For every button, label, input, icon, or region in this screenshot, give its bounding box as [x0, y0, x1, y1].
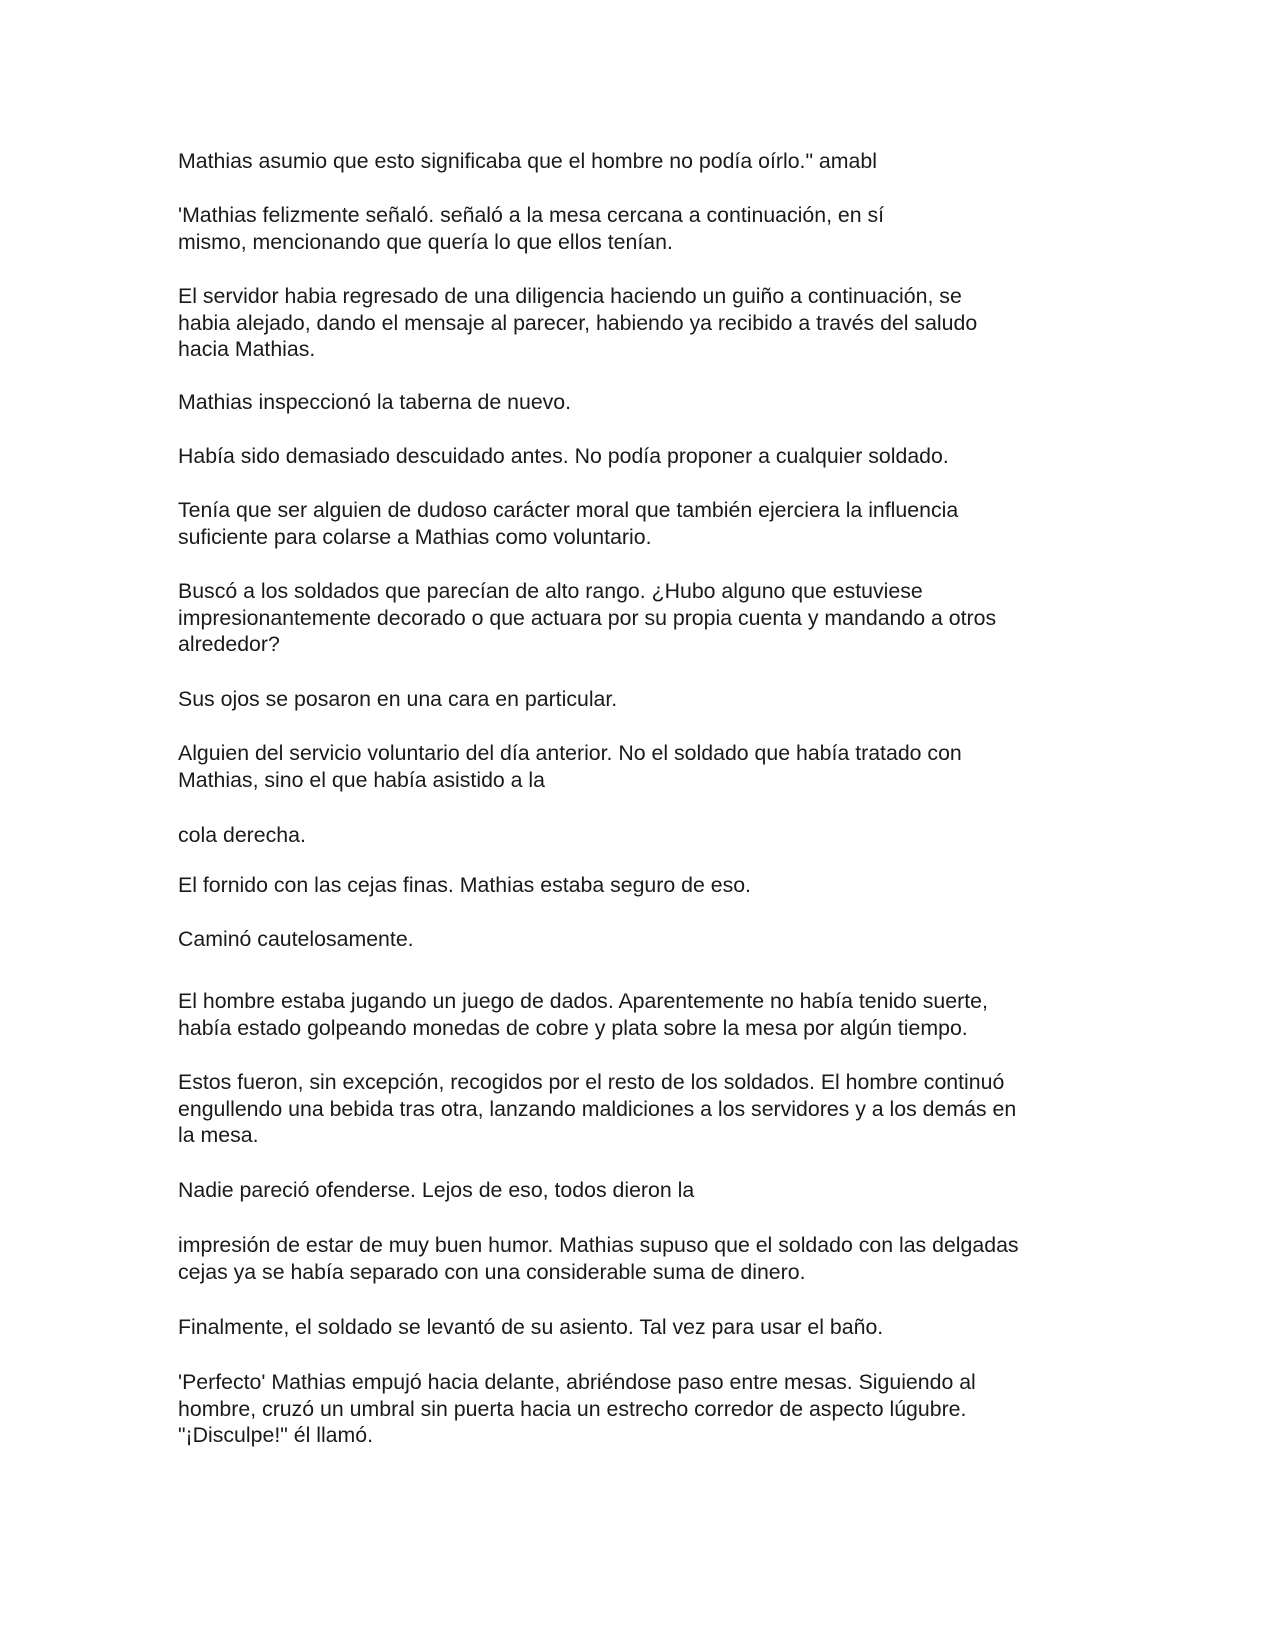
- paragraph-12: Caminó cautelosamente.: [178, 927, 414, 951]
- paragraph-10: cola derecha.: [178, 823, 306, 847]
- paragraph-1: Mathias asumio que esto significaba que el hombre no podía oírlo." amabl: [178, 149, 877, 173]
- paragraph-14: Estos fueron, sin excepción, recogidos por el resto de los soldados. El hombre continuó engullendo una bebida tras otra, lanzando maldiciones a los servidores y a los demás en la mesa.: [178, 1070, 1017, 1147]
- paragraph-3: El servidor habia regresado de una diligencia haciendo un guiño a continuación, se habia alejado, dando el mensaje al parecer, habiendo ya recibido a través del saludo hacia Mathias.: [178, 284, 978, 361]
- paragraph-5: Había sido demasiado descuidado antes. No podía proponer a cualquier soldado.: [178, 444, 949, 468]
- paragraph-13: El hombre estaba jugando un juego de dados. Aparentemente no había tenido suerte, había estado golpeando monedas de cobre y plata sobre la mesa por algún tiempo.: [178, 989, 988, 1040]
- paragraph-18: 'Perfecto' Mathias empujó hacia delante, abriéndose paso entre mesas. Siguiendo al hombre, cruzó un umbral sin puerta hacia un estrecho corredor de aspecto lúgubre. "¡Disculpe!" él llamó.: [178, 1370, 976, 1447]
- paragraph-15: Nadie pareció ofenderse. Lejos de eso, todos dieron la: [178, 1178, 695, 1202]
- paragraph-4: Mathias inspeccionó la taberna de nuevo.: [178, 390, 572, 414]
- paragraph-6: Tenía que ser alguien de dudoso carácter moral que también ejerciera la influencia suficiente para colarse a Mathias como voluntario.: [178, 498, 959, 549]
- paragraph-9: Alguien del servicio voluntario del día anterior. No el soldado que había tratado con Mathias, sino el que había asistido a la: [178, 741, 962, 792]
- paragraph-7: Buscó a los soldados que parecían de alto rango. ¿Hubo alguno que estuviese impresionantemente decorado o que actuara por su propia cuenta y mandando a otros alrededor?: [178, 579, 997, 656]
- paragraph-2: 'Mathias felizmente señaló. señaló a la mesa cercana a continuación, en sí mismo, mencionando que quería lo que ellos tenían.: [178, 203, 885, 254]
- paragraph-17: Finalmente, el soldado se levantó de su asiento. Tal vez para usar el baño.: [178, 1315, 884, 1339]
- paragraph-8: Sus ojos se posaron en una cara en particular.: [178, 687, 618, 711]
- paragraph-11: El fornido con las cejas finas. Mathias estaba seguro de eso.: [178, 873, 751, 897]
- paragraph-16: impresión de estar de muy buen humor. Mathias supuso que el soldado con las delgadas cejas ya se había separado con una considerable suma de dinero.: [178, 1233, 1019, 1284]
